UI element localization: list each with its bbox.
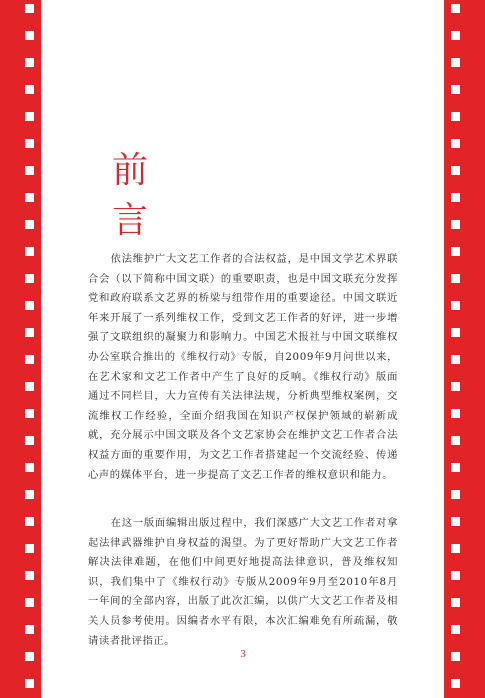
border-perforation [25, 436, 34, 445]
border-perforation [25, 193, 34, 202]
right-decorative-border [444, 0, 485, 698]
border-perforation [451, 625, 460, 634]
border-perforation [451, 652, 460, 661]
border-perforation [451, 31, 460, 40]
border-perforation [451, 328, 460, 337]
border-perforation [25, 301, 34, 310]
border-perforation [25, 409, 34, 418]
border-perforation [451, 355, 460, 364]
page-number: 3 [240, 648, 246, 660]
border-perforation [451, 85, 460, 94]
border-perforation [451, 58, 460, 67]
border-perforation [451, 571, 460, 580]
preface-paragraph-2: 在这一版面编辑出版过程中，我们深感广大文艺工作者对拿起法律武器维护自身权益的渴望。为了更好帮助广大文艺工作者解决法律难题，在他们中间更好地提高法律意识，普及维权知识，我们集中了《维权行动》专版从2009年9月至2010年8月一年间的全部内容，出版了此次汇编，以供广大文艺工作者及相关人员参考使用。因编者水平有限，本次汇编难免有所疏漏，敬请读者批评指正。 [88, 517, 398, 647]
border-perforation [451, 139, 460, 148]
border-perforation [451, 274, 460, 283]
border-perforation [25, 166, 34, 175]
border-perforation [25, 355, 34, 364]
border-perforation [25, 4, 34, 13]
border-perforation [25, 328, 34, 337]
border-perforation [451, 490, 460, 499]
border-perforation [25, 139, 34, 148]
border-perforation [451, 166, 460, 175]
border-perforation [25, 274, 34, 283]
border-perforation [451, 193, 460, 202]
border-perforation [451, 301, 460, 310]
border-perforation [25, 625, 34, 634]
border-perforation [25, 463, 34, 472]
border-perforation [25, 490, 34, 499]
border-perforation [25, 85, 34, 94]
border-perforation [451, 4, 460, 13]
border-perforation [25, 517, 34, 526]
border-perforation [25, 679, 34, 688]
border-perforation [451, 112, 460, 121]
border-perforation [451, 247, 460, 256]
preface-paragraph-1: 依法维护广大文艺工作者的合法权益，是中国文学艺术界联合会（以下简称中国文联）的重要职责，也是中国文联充分发挥党和政府联系文艺界的桥梁与纽带作用的重要途径。中国文联近年来开展了一系列维权工作，受到文艺工作者的好评，进一步增强了文联组织的凝聚力和影响力。中国艺术报社与中国文联维权办公室联合推出的《维权行动》专版，自2009年9月问世以来，在艺术家和文艺工作者中产生了良好的反响。《维权行动》版面通过不同栏目，大力宣传有关法律法规，分析典型维权案例，交流维权工作经验，全面介绍我国在知识产权保护领域的崭新成就，充分展示中国文联及各个文艺家协会在维护文艺工作者合法权益方面的重要作用，为文艺工作者搭建起一个交流经验、传递心声的媒体平台，进一步提高了文艺工作者的维权意识和能力。 [88, 253, 398, 481]
border-perforation [25, 544, 34, 553]
border-perforation [25, 58, 34, 67]
border-perforation [25, 112, 34, 121]
page-title [112, 146, 148, 246]
border-perforation [25, 220, 34, 229]
border-perforation [451, 517, 460, 526]
border-perforation [451, 220, 460, 229]
title-char-2: 言 [112, 200, 149, 242]
border-perforation [451, 382, 460, 391]
border-perforation [451, 544, 460, 553]
border-perforation [25, 598, 34, 607]
border-perforation [25, 571, 34, 580]
border-perforation [451, 679, 460, 688]
page-content [88, 0, 398, 698]
border-perforation [451, 436, 460, 445]
border-perforation [25, 247, 34, 256]
left-decorative-border [0, 0, 41, 698]
title-char-1: 前 [112, 150, 149, 192]
border-perforation [25, 31, 34, 40]
border-perforation [451, 598, 460, 607]
border-perforation [451, 409, 460, 418]
border-perforation [25, 652, 34, 661]
border-perforation [25, 382, 34, 391]
border-perforation [451, 463, 460, 472]
